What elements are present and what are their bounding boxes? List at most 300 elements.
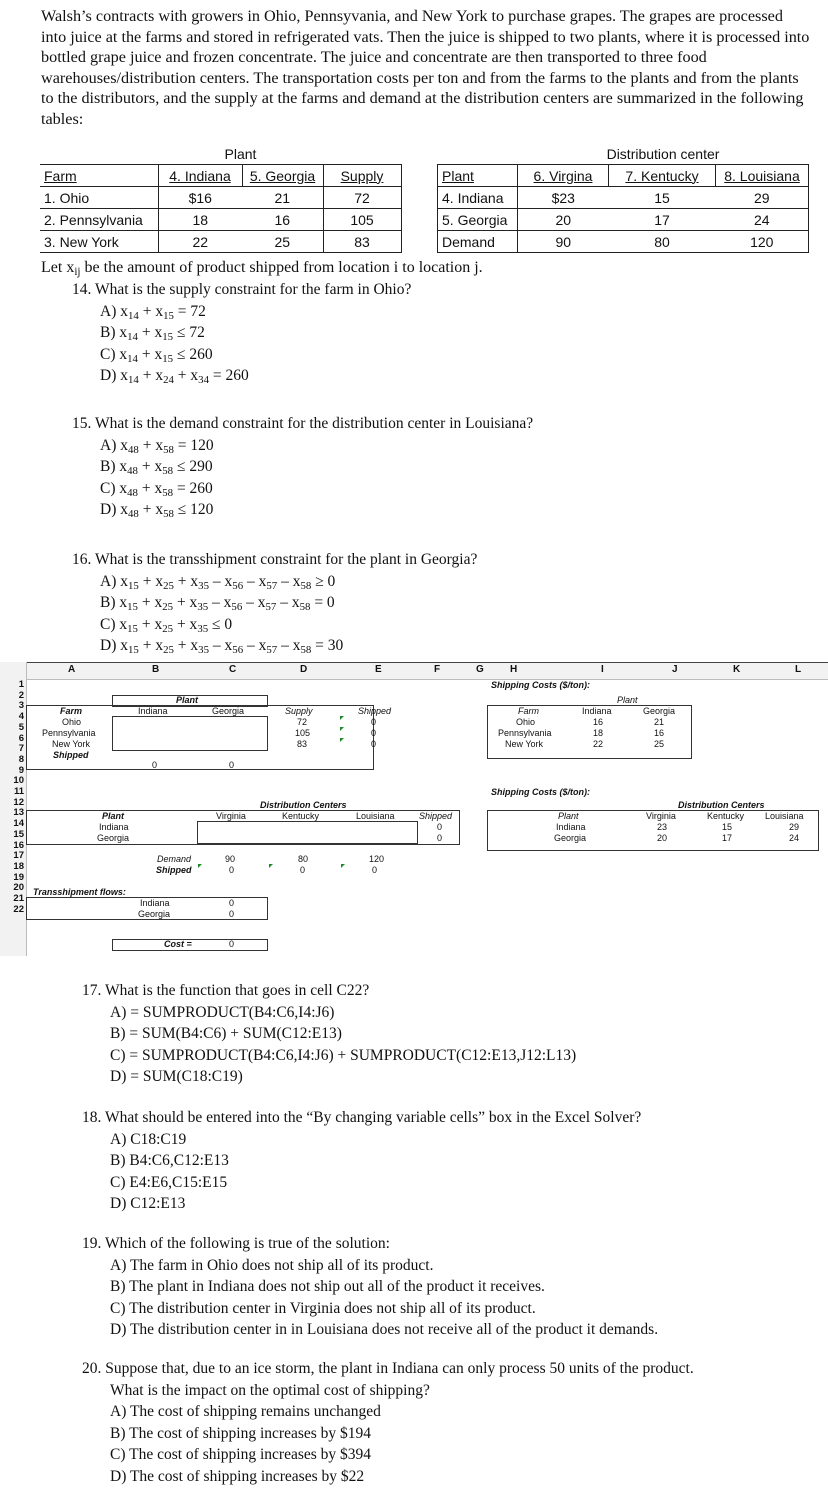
- row-header[interactable]: 14: [13, 818, 24, 830]
- question-15: [72, 413, 533, 521]
- left-header: Indiana: [138, 706, 168, 716]
- dc-shipped-value: 0: [372, 865, 378, 875]
- row-header[interactable]: 3: [18, 700, 24, 712]
- option-subscript: 58: [162, 486, 174, 499]
- option-subscript: 15: [127, 644, 139, 656]
- answer-option[interactable]: [82, 1466, 694, 1488]
- table1-header: Supply: [323, 165, 401, 187]
- plant-shipped-value: 0: [437, 822, 443, 832]
- answer-option[interactable]: [82, 1401, 694, 1423]
- option-subscript: 15: [162, 331, 174, 343]
- farm-shipped-value: 0: [371, 717, 377, 727]
- question-17: [82, 980, 576, 1088]
- table2-header: 6. Virgina: [518, 165, 609, 187]
- option-text: B) x: [100, 458, 128, 475]
- question-text: 18. What should be entered into the “By changing variable cells” box in the Excel Solver?: [82, 1109, 642, 1126]
- option-text: A) C18:C19: [110, 1130, 187, 1148]
- cost-label: Cost =: [164, 939, 192, 949]
- option-text: – x: [276, 594, 300, 611]
- column-header[interactable]: B: [152, 664, 160, 675]
- cost1-value: 16: [593, 717, 604, 727]
- cost2-header: Virginia: [646, 811, 676, 821]
- option-text: = 260: [173, 479, 213, 497]
- option-subscript: 58: [300, 579, 312, 592]
- trans-plant: Georgia: [138, 909, 171, 919]
- option-text: + x: [137, 324, 163, 341]
- option-subscript: 25: [163, 644, 174, 656]
- cost-value: 0: [229, 939, 235, 949]
- option-subscript: 58: [163, 443, 174, 456]
- demand-value: 120: [369, 854, 385, 864]
- row-header[interactable]: 18: [13, 860, 24, 872]
- option-text: + x: [173, 594, 198, 611]
- option-subscript: 14: [127, 374, 139, 386]
- cost1-value: 21: [654, 717, 665, 727]
- demand-label: Demand: [157, 854, 192, 864]
- table1-cell: 2. Pennsylvania: [44, 211, 143, 228]
- row-header[interactable]: 17: [13, 850, 24, 862]
- table2-header: 8. Louisiana: [716, 165, 809, 187]
- table1-cell: 105: [323, 209, 401, 231]
- row-header[interactable]: 1: [18, 679, 24, 690]
- option-text: B) x: [100, 324, 128, 341]
- option-text: ≤ 290: [173, 458, 213, 475]
- option-subscript: 15: [127, 579, 139, 592]
- option-subscript: 57: [266, 644, 278, 656]
- cost2-title: Shipping Costs ($/ton):: [491, 787, 590, 797]
- table1-cell: 25: [274, 233, 291, 250]
- farm-shipped-value: 0: [371, 739, 377, 749]
- option-text: + x: [137, 458, 163, 475]
- row-header[interactable]: 13: [13, 807, 24, 819]
- answer-option[interactable]: [82, 1276, 658, 1298]
- shipment-cells-box[interactable]: [112, 716, 268, 751]
- option-text: + x: [173, 637, 199, 654]
- table1-cell: 3. New York: [44, 233, 119, 250]
- answer-option[interactable]: [82, 1129, 641, 1151]
- table1-cell: 16: [274, 211, 291, 228]
- error-marker: [198, 864, 202, 868]
- question-text: 20. Suppose that, due to an ice storm, the plant in Indiana can only process 50 units of the product.: [82, 1360, 694, 1377]
- cost2-value: 17: [722, 833, 733, 843]
- option-subscript: 48: [127, 508, 139, 520]
- option-text: + x: [173, 367, 199, 384]
- row-header[interactable]: 8: [18, 753, 24, 765]
- option-text: – x: [243, 572, 267, 590]
- option-text: B) x: [100, 594, 128, 611]
- answer-option[interactable]: [72, 344, 411, 366]
- supply-value: 83: [297, 739, 308, 749]
- option-text: + x: [138, 637, 164, 654]
- plant-dc-cost-table: [437, 143, 809, 253]
- shipped-col-label: Shipped: [419, 811, 453, 821]
- left-header: Supply: [285, 706, 313, 716]
- farm-name: New York: [52, 739, 91, 749]
- table2-header: Plant: [438, 165, 518, 187]
- table1-cell: 1. Ohio: [44, 189, 90, 206]
- shipped-label: Shipped: [53, 750, 89, 760]
- option-text: + x: [173, 572, 199, 590]
- option-subscript: 14: [127, 331, 138, 343]
- farm-name: Pennsylvania: [42, 728, 96, 738]
- option-text: – x: [277, 572, 301, 590]
- option-text: = 30: [311, 637, 344, 654]
- option-text: ≤ 260: [173, 345, 213, 363]
- answer-option[interactable]: [72, 365, 411, 387]
- left-plant-header: Plant: [176, 695, 199, 705]
- option-text: = 120: [173, 436, 214, 454]
- cost2-value: 24: [789, 833, 800, 843]
- let-sub: ij: [74, 266, 81, 278]
- option-text: – x: [242, 594, 266, 611]
- table1-group-header: Plant: [224, 145, 257, 162]
- option-subscript: 56: [232, 644, 244, 656]
- option-subscript: 14: [127, 309, 139, 322]
- option-subscript: 35: [198, 644, 210, 656]
- farm-name: Ohio: [62, 717, 82, 727]
- option-text: B) B4:C6,C12:E13: [110, 1152, 229, 1169]
- option-text: + x: [137, 615, 163, 633]
- cost2-plant: Indiana: [556, 822, 586, 832]
- option-subscript: 58: [162, 465, 174, 477]
- answer-option[interactable]: [72, 499, 533, 521]
- option-text: = 0: [310, 594, 335, 611]
- table1-cell: 22: [158, 231, 242, 253]
- option-text: ≥ 0: [311, 572, 336, 590]
- cost1-value: 18: [593, 728, 604, 738]
- demand-value: 80: [298, 854, 309, 864]
- cost2-plant: Georgia: [554, 833, 587, 843]
- option-subscript: 35: [197, 601, 209, 613]
- option-subscript: 34: [198, 374, 210, 386]
- plant-label: Plant: [102, 811, 125, 821]
- table2-cell: 15: [654, 189, 670, 206]
- table1-header: 4. Indiana: [158, 165, 242, 187]
- table1-cell: $16: [158, 187, 242, 209]
- shipped2-label: Shipped: [156, 865, 192, 875]
- transshipment-label: Transshipment flows:: [33, 887, 126, 897]
- option-text: = 72: [173, 302, 206, 320]
- let-rest: be the amount of product shipped from location i to location j.: [80, 259, 483, 276]
- cost1-farm: Ohio: [516, 717, 536, 727]
- column-header-bar: [0, 662, 828, 680]
- option-subscript: 14: [127, 352, 138, 365]
- answer-option[interactable]: [82, 1319, 658, 1341]
- option-subscript: 25: [163, 579, 174, 592]
- option-text: + x: [137, 594, 163, 611]
- left-header: Farm: [60, 706, 83, 716]
- row-header[interactable]: 6: [18, 732, 24, 744]
- answer-option[interactable]: [82, 1423, 694, 1445]
- option-text: – x: [208, 594, 232, 611]
- answer-option[interactable]: [72, 322, 411, 344]
- answer-option[interactable]: [82, 1002, 576, 1024]
- answer-option[interactable]: [72, 614, 477, 636]
- variable-definition: [41, 257, 483, 279]
- cost1-header: Georgia: [643, 706, 676, 716]
- question-text: 14. What is the supply constraint for the farm in Ohio?: [72, 281, 412, 298]
- question-18: [82, 1107, 641, 1215]
- table2-cell: 90: [518, 231, 609, 253]
- option-text: C) The distribution center in Virginia does not ship all of its product.: [110, 1299, 536, 1317]
- option-text: C) The cost of shipping increases by $394: [110, 1446, 372, 1463]
- column-header[interactable]: D: [300, 664, 308, 675]
- option-text: D) C12:E13: [110, 1195, 186, 1212]
- option-text: + x: [138, 572, 164, 590]
- column-header[interactable]: F: [434, 664, 441, 675]
- option-subscript: 57: [265, 601, 277, 613]
- option-text: D) x: [100, 367, 128, 384]
- option-text: ≤ 72: [173, 324, 205, 341]
- option-text: C) x: [100, 615, 128, 633]
- answer-option[interactable]: [72, 635, 477, 657]
- option-text: – x: [243, 637, 267, 654]
- dc-name: Virginia: [216, 811, 246, 821]
- option-text: C) x: [100, 479, 128, 497]
- answer-option[interactable]: [82, 1150, 641, 1172]
- option-text: + x: [173, 615, 198, 633]
- dc-name: Kentucky: [282, 811, 320, 821]
- option-subscript: 15: [127, 601, 138, 613]
- row-header[interactable]: 5: [18, 721, 24, 733]
- left-header: Georgia: [212, 706, 245, 716]
- error-marker: [340, 727, 344, 731]
- error-marker: [340, 738, 344, 742]
- option-text: B) The cost of shipping increases by $194: [110, 1424, 372, 1442]
- option-text: – x: [209, 572, 233, 590]
- column-header[interactable]: G: [476, 664, 484, 675]
- cost1-header: Indiana: [582, 706, 612, 716]
- option-text: + x: [137, 479, 163, 497]
- dc-header: Distribution Centers: [260, 800, 347, 810]
- column-header[interactable]: L: [795, 664, 802, 675]
- option-text: – x: [209, 637, 233, 654]
- option-text: D) x: [100, 501, 128, 518]
- cost2-dc-header: Distribution Centers: [678, 800, 765, 810]
- option-subscript: 58: [300, 644, 312, 656]
- answer-option[interactable]: [82, 1066, 576, 1088]
- table2-cell: 29: [716, 187, 809, 209]
- dc-name: Louisiana: [356, 811, 395, 821]
- farm-plant-cost-table: [40, 143, 402, 253]
- option-text: + x: [138, 501, 164, 518]
- row-header[interactable]: 16: [13, 839, 24, 851]
- option-subscript: 58: [163, 508, 174, 520]
- cost1-title: Shipping Costs ($/ton):: [491, 680, 590, 690]
- option-text: ≤ 0: [208, 615, 233, 633]
- option-text: + x: [138, 302, 164, 320]
- option-text: D) The distribution center in in Louisiana does not receive all of the product it demands.: [110, 1321, 659, 1338]
- column-header[interactable]: J: [672, 664, 678, 675]
- cost2-value: 23: [657, 822, 668, 832]
- option-subscript: 15: [163, 309, 174, 322]
- column-header[interactable]: H: [510, 664, 518, 675]
- cost2-header: Louisiana: [765, 811, 804, 821]
- option-text: + x: [137, 345, 163, 363]
- option-text: = 260: [209, 367, 249, 384]
- table1-cell: 21: [274, 189, 291, 206]
- table2-group-header: Distribution center: [606, 145, 720, 162]
- intro-paragraph: Walsh’s contracts with growers in Ohio, Pennsyvania, and New York to purchase grapes. The grapes are processed into juice at the farms and stored in refrigerated vats. Then the juice is shipped to two plants, where it is processed into bottled grape juice and frozen concentrate. The juice and concentrate are then transported to three food warehouses/distribution centers. The transportation costs per ton and from the farms to the plants and from the plants to the distributors, and the supply at the farms and demand at the distribution centers are summarized in the following tables:: [41, 7, 810, 128]
- option-subscript: 35: [197, 622, 209, 635]
- supply-value: 105: [295, 728, 311, 738]
- option-text: C) = SUMPRODUCT(B4:C6,I4:J6) + SUMPRODUCT(C12:E13,J12:L13): [110, 1046, 577, 1064]
- option-text: A) x: [100, 436, 128, 454]
- option-subscript: 48: [127, 443, 139, 456]
- row-header[interactable]: 4: [18, 711, 24, 723]
- option-text: D) The cost of shipping increases by $22: [110, 1467, 365, 1485]
- dc-shipped-value: 0: [229, 865, 235, 875]
- supply-value: 72: [297, 717, 308, 727]
- dc-shipped-value: 0: [300, 865, 306, 875]
- option-subscript: 56: [232, 579, 244, 592]
- dc-shipment-cells-box[interactable]: [197, 821, 418, 844]
- option-text: B) The plant in Indiana does not ship out all of the product it receives.: [110, 1278, 545, 1295]
- option-subscript: 48: [127, 486, 138, 499]
- trans-value: 0: [229, 898, 235, 908]
- column-header[interactable]: I: [601, 664, 604, 675]
- row-header[interactable]: 21: [13, 893, 24, 904]
- left-header: Shipped: [358, 706, 392, 716]
- farm-shipped-value: 0: [371, 728, 377, 738]
- answer-option[interactable]: [82, 1045, 576, 1067]
- column-header[interactable]: A: [68, 664, 76, 675]
- trans-plant: Indiana: [140, 898, 170, 908]
- plant-name: Georgia: [97, 833, 130, 843]
- table2-cell: 24: [716, 209, 809, 231]
- question-text-cont: What is the impact on the optimal cost of shipping?: [110, 1381, 430, 1399]
- answer-option[interactable]: [72, 592, 477, 614]
- option-subscript: 35: [198, 579, 210, 592]
- option-text: C) E4:E6,C15:E15: [110, 1173, 228, 1191]
- option-subscript: 15: [162, 352, 174, 365]
- table2-header: 7. Kentucky: [609, 165, 716, 187]
- row-header[interactable]: 15: [13, 828, 24, 840]
- cost1-value: 25: [654, 739, 665, 749]
- cost1-value: 16: [654, 728, 665, 738]
- row-header[interactable]: 9: [18, 764, 24, 776]
- table2-cell: $23: [518, 187, 609, 209]
- column-header[interactable]: C: [229, 664, 237, 675]
- cost2-value: 20: [657, 833, 668, 843]
- answer-option[interactable]: [82, 1444, 694, 1466]
- answer-option[interactable]: [72, 435, 533, 457]
- row-header[interactable]: 2: [18, 689, 24, 701]
- answer-option[interactable]: [72, 478, 533, 500]
- shipped-row-value: 0: [152, 760, 158, 770]
- table1-cell: 83: [323, 231, 401, 253]
- question-text: 19. Which of the following is true of the solution:: [82, 1235, 390, 1252]
- row-header[interactable]: 11: [13, 786, 24, 797]
- option-text: A) x: [100, 302, 128, 320]
- option-text: + x: [138, 436, 164, 454]
- option-subscript: 56: [231, 601, 243, 613]
- table1-header: Farm: [44, 167, 77, 184]
- question-16: [72, 549, 477, 657]
- answer-option[interactable]: [82, 1023, 576, 1045]
- row-header[interactable]: 19: [13, 871, 24, 883]
- table1-header: 5. Georgia: [242, 165, 323, 187]
- table2-cell: 5. Georgia: [438, 209, 518, 231]
- option-text: D) = SUM(C18:C19): [110, 1068, 243, 1085]
- option-subscript: 24: [163, 374, 174, 386]
- question-20: [82, 1358, 694, 1487]
- question-text: 17. What is the function that goes in cell C22?: [82, 982, 370, 999]
- error-marker: [269, 864, 273, 868]
- question-text: 15. What is the demand constraint for the distribution center in Louisiana?: [72, 415, 534, 432]
- cost2-value: 15: [722, 822, 733, 832]
- option-subscript: 48: [127, 465, 138, 477]
- column-header[interactable]: E: [375, 664, 382, 675]
- error-marker: [341, 864, 345, 868]
- column-header[interactable]: K: [733, 664, 741, 675]
- question-19: [82, 1233, 658, 1341]
- option-text: – x: [277, 637, 301, 654]
- row-header[interactable]: 12: [13, 796, 24, 808]
- question-text: 16. What is the transshipment constraint for the plant in Georgia?: [72, 551, 478, 568]
- option-text: A) = SUMPRODUCT(B4:C6,I4:J6): [110, 1003, 335, 1021]
- cost1-header: Farm: [518, 706, 539, 716]
- cost2-header: Plant: [558, 811, 579, 821]
- answer-option[interactable]: [82, 1255, 658, 1277]
- plant-name: Indiana: [99, 822, 129, 832]
- table2-cell: Demand: [438, 231, 518, 253]
- answer-option[interactable]: [72, 456, 533, 478]
- option-subscript: 15: [127, 622, 138, 635]
- cost2-value: 29: [789, 822, 800, 832]
- option-text: B) = SUM(B4:C6) + SUM(C12:E13): [110, 1025, 342, 1042]
- table2-cell: 80: [654, 233, 670, 250]
- table1-cell: 18: [158, 209, 242, 231]
- cost1-farm: New York: [505, 739, 544, 749]
- answer-option[interactable]: [82, 1193, 641, 1215]
- option-subscript: 25: [162, 601, 174, 613]
- row-header[interactable]: 7: [18, 743, 24, 755]
- option-text: ≤ 120: [173, 501, 214, 518]
- answer-option[interactable]: [72, 571, 477, 593]
- option-text: + x: [138, 367, 164, 384]
- row-header[interactable]: 20: [13, 882, 24, 894]
- option-subscript: 25: [162, 622, 174, 635]
- error-marker: [340, 716, 344, 720]
- shipped-row-value: 0: [229, 760, 235, 770]
- option-text: A) The cost of shipping remains unchanged: [110, 1403, 381, 1420]
- demand-value: 90: [225, 854, 236, 864]
- excel-spreadsheet: [0, 662, 828, 956]
- option-text: D) x: [100, 637, 128, 654]
- option-subscript: 57: [266, 579, 278, 592]
- plant-shipped-value: 0: [437, 833, 443, 843]
- table2-cell: 17: [654, 211, 670, 228]
- table1-cell: 72: [323, 187, 401, 209]
- question-14: [72, 279, 411, 387]
- option-text: A) The farm in Ohio does not ship all of its product.: [110, 1256, 434, 1274]
- option-text: A) x: [100, 572, 128, 590]
- cost1-farm: Pennsylvania: [498, 728, 552, 738]
- cost1-plant-header: Plant: [617, 695, 638, 705]
- row-header[interactable]: 10: [13, 775, 24, 787]
- row-header[interactable]: 22: [13, 903, 24, 915]
- trans-value: 0: [229, 909, 235, 919]
- answer-option[interactable]: [72, 301, 411, 323]
- option-text: C) x: [100, 345, 128, 363]
- answer-option[interactable]: [82, 1298, 658, 1320]
- answer-option[interactable]: [82, 1172, 641, 1194]
- option-subscript: 58: [299, 601, 311, 613]
- cost2-header: Kentucky: [707, 811, 745, 821]
- cost1-value: 22: [593, 739, 604, 749]
- table2-cell: 120: [716, 231, 809, 253]
